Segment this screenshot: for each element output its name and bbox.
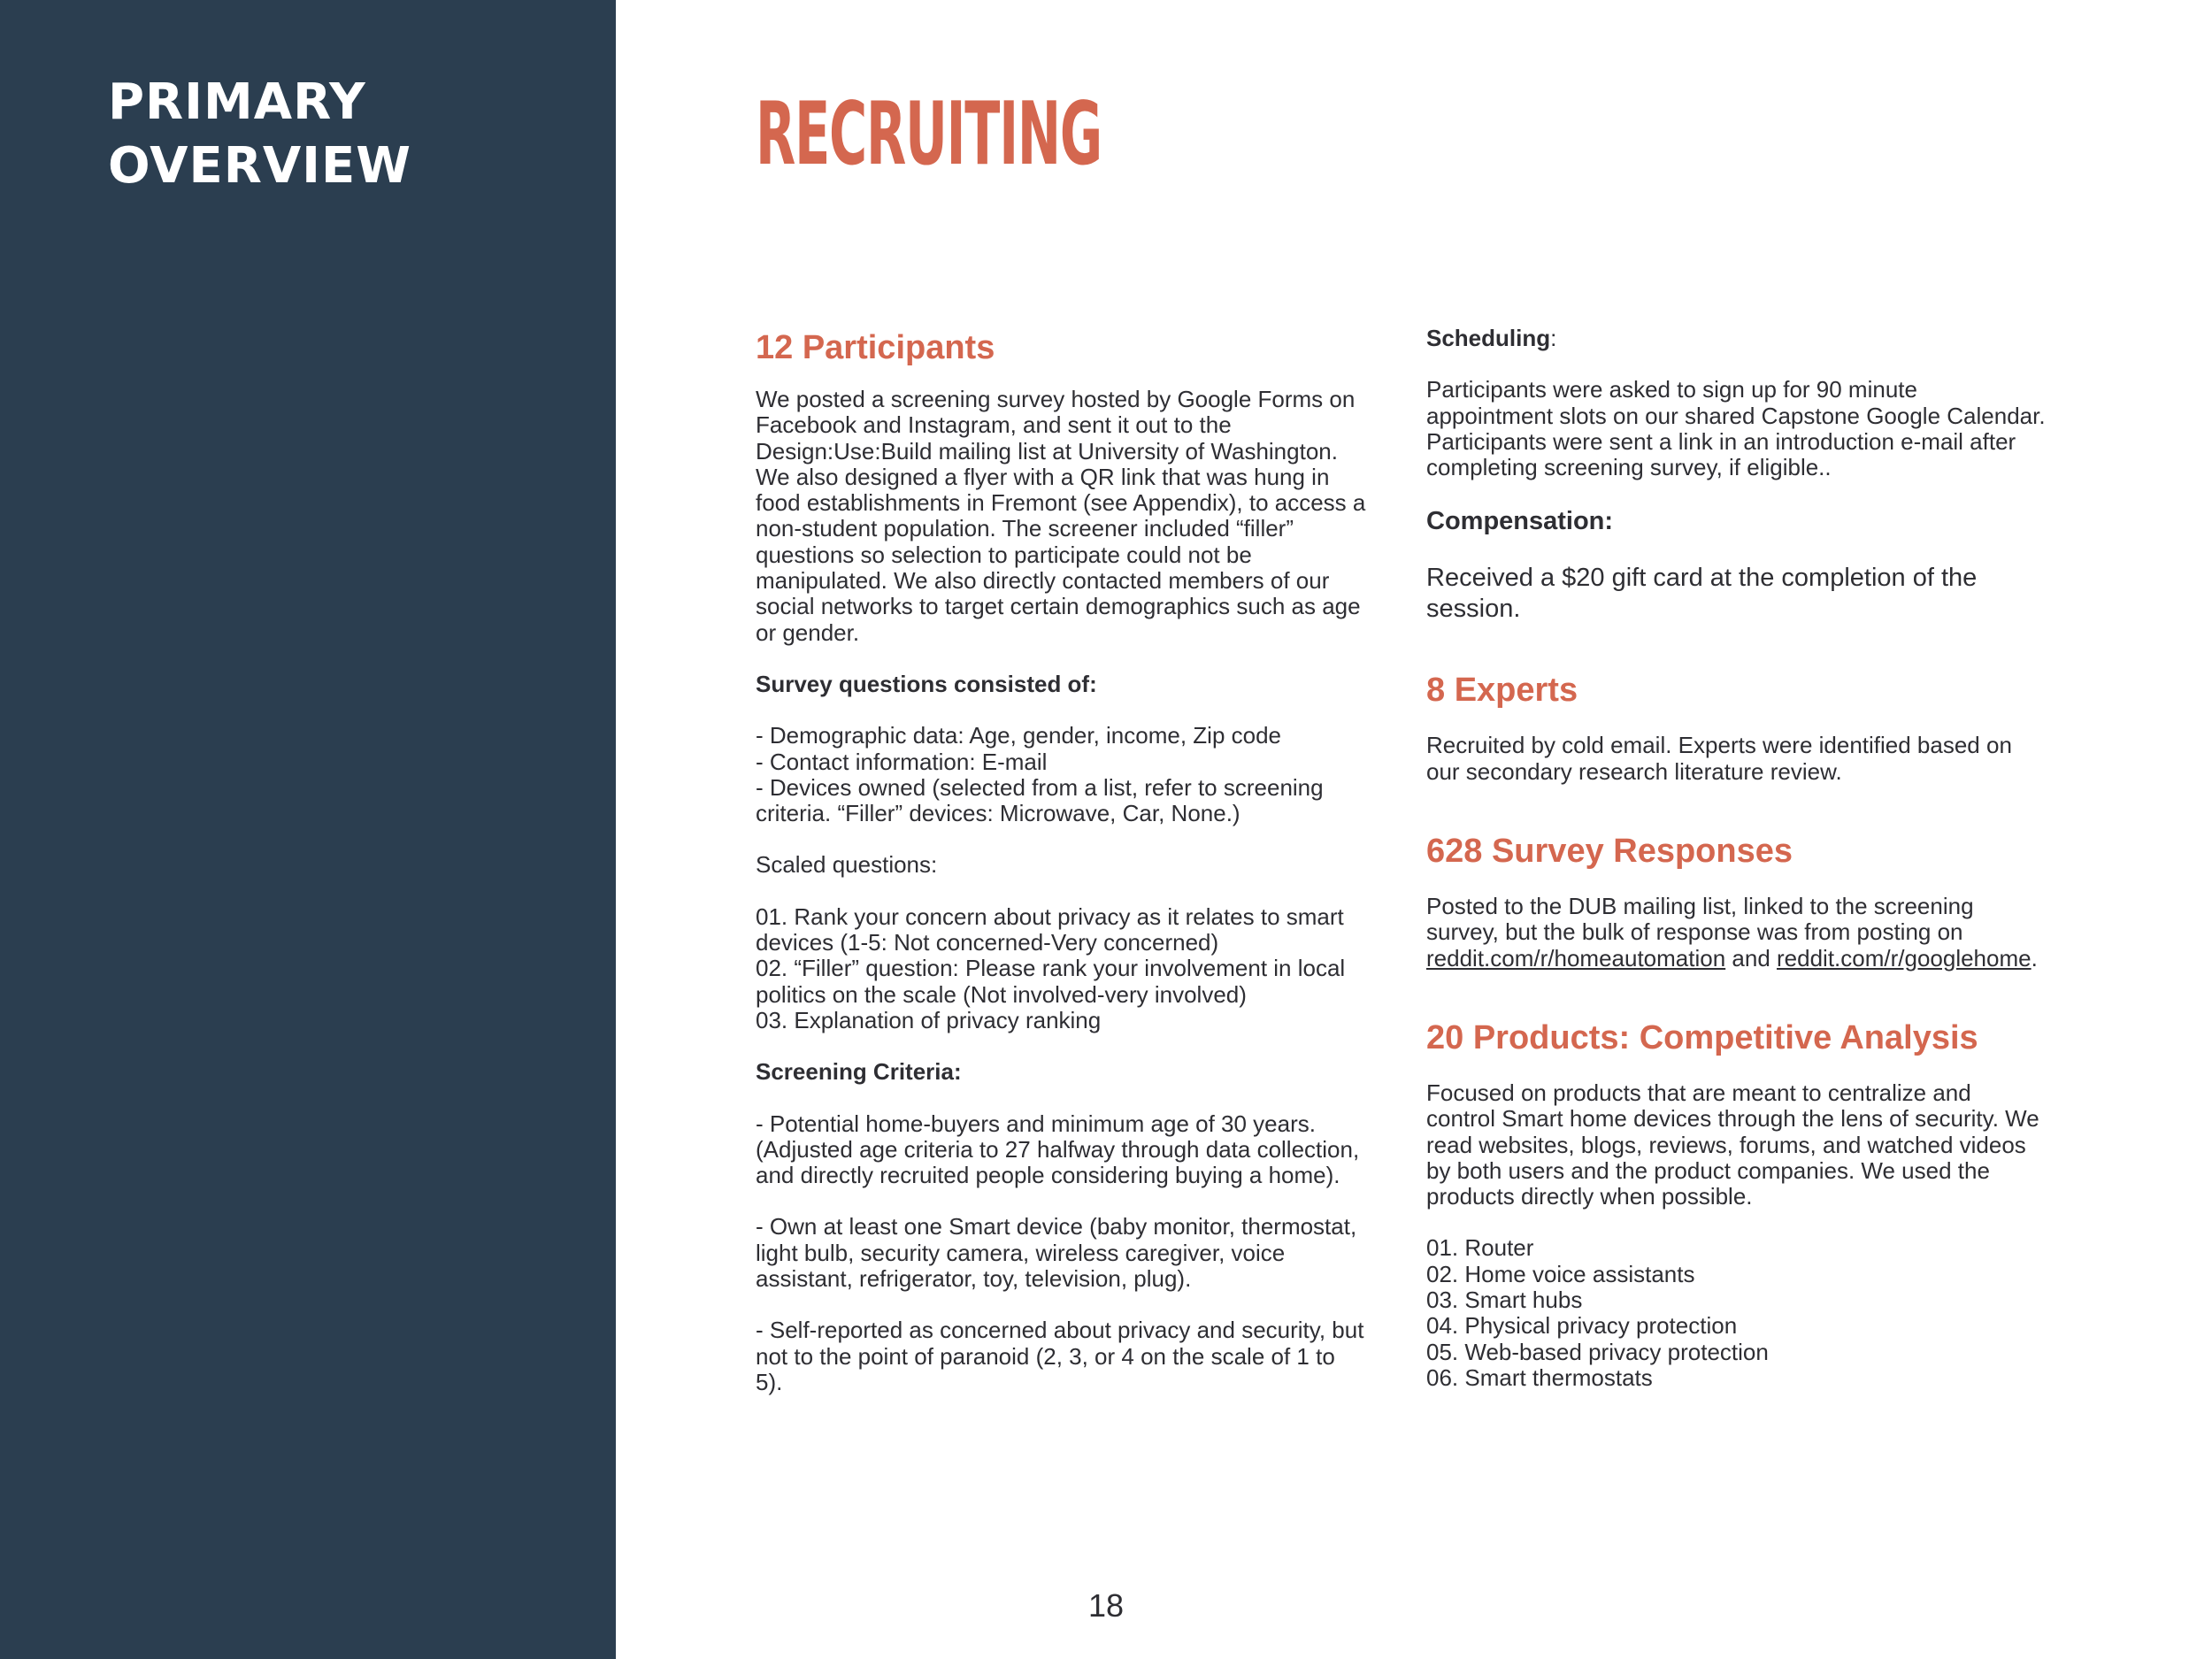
survey-questions-label: Survey questions consisted of: xyxy=(756,670,1097,697)
section-title xyxy=(108,71,411,198)
scheduling-text: Participants were asked to sign up for 90 minute appointment slots on our shared Capstone Google Calendar. Participants were sent a link in an introduction e-mail after completing screening survey, if eligible.. xyxy=(1426,376,2046,481)
products-list xyxy=(1426,1235,2046,1391)
screening-criteria-item: - Own at least one Smart device (baby monitor, thermostat, light bulb, security camera, wireless caregiver, voice assistant, refrigerator, toy, television, plug). xyxy=(756,1213,1357,1293)
survey-responses-heading: 628 Survey Responses xyxy=(1426,833,1793,871)
screening-criteria-item: - Potential home-buyers and minimum age of 30 years. (Adjusted age criteria to 27 halfway through data collection, and directly recruited people considering buying a home). xyxy=(756,1110,1360,1189)
section-title-line-2: OVERVIEW xyxy=(108,137,412,195)
reddit-googlehome-link[interactable]: reddit.com/r/googlehome xyxy=(1777,944,2032,972)
list-item: 05. Web-based privacy protection xyxy=(1426,1338,1769,1365)
scheduling-label: Scheduling xyxy=(1426,325,1551,351)
survey-responses-text-middle: and xyxy=(1725,944,1777,972)
survey-responses-text-start: Posted to the DUB mailing list, linked to the screening survey, but the bulk of response was from posting on xyxy=(1426,893,1974,946)
list-item: 03. Smart hubs xyxy=(1426,1286,1583,1314)
list-item: 01. Rank your concern about privacy as it relates to smart devices (1-5: Not concerned-Very concerned) xyxy=(756,902,1344,956)
page-number: 18 xyxy=(1088,1587,1125,1624)
scheduling-colon: : xyxy=(1550,325,1557,351)
list-item: - Contact information: E-mail xyxy=(756,748,1048,775)
left-column xyxy=(756,327,1366,1395)
list-item: - Demographic data: Age, gender, income, Zip code xyxy=(756,722,1282,749)
experts-text: Recruited by cold email. Experts were identified based on our secondary research literature review. xyxy=(1426,732,2012,785)
sidebar xyxy=(0,0,616,1659)
list-item: 04. Physical privacy protection xyxy=(1426,1312,1738,1340)
list-item: 02. Home voice assistants xyxy=(1426,1260,1695,1287)
survey-responses-text xyxy=(1426,894,2046,972)
section-title-line-1: PRIMARY xyxy=(108,73,366,131)
list-item: 06. Smart thermostats xyxy=(1426,1363,1653,1391)
survey-questions-list xyxy=(756,723,1366,826)
screening-criteria-item: - Self-reported as concerned about privacy and security, but not to the point of paranoid (2, 3, or 4 on the scale of 1 to 5). xyxy=(756,1317,1364,1395)
list-item: 02. “Filler” question: Please rank your involvement in local politics on the scale (Not involved-very involved) xyxy=(756,955,1346,1008)
list-item: 01. Router xyxy=(1426,1234,1534,1262)
products-heading: 20 Products: Competitive Analysis xyxy=(1426,1018,1978,1056)
participants-heading: 12 Participants xyxy=(756,329,995,366)
right-column xyxy=(1426,327,2046,1391)
scheduling-label-line xyxy=(1426,326,2046,351)
experts-heading: 8 Experts xyxy=(1426,672,1578,710)
list-item: - Devices owned (selected from a list, refer to screening criteria. “Filler” devices: Microwave, Car, None.) xyxy=(756,773,1324,827)
survey-responses-text-end: . xyxy=(2031,944,2038,972)
screening-criteria-label: Screening Criteria: xyxy=(756,1058,962,1086)
compensation-label: Compensation: xyxy=(1426,507,1614,536)
participants-intro: We posted a screening survey hosted by Google Forms on Facebook and Instagram, and sent it out to the Design:Use:Build mailing list at University of Washington. We also designed a flyer with a QR link that was hung in food establishments in Fremont (see Appendix), to access a non-student population. The screener included “filler” questions so selection to participate could not be manipulated. We also directly contacted members of our social networks to target certain demographics such as age or gender. xyxy=(756,386,1366,646)
page-heading: RECRUITING xyxy=(756,84,1102,185)
products-text: Focused on products that are meant to centralize and control Smart home devices through the lens of security. We read websites, blogs, reviews, forums, and watched videos by both users and the product companies. We used the products directly when possible. xyxy=(1426,1079,2039,1210)
scaled-questions-label: Scaled questions: xyxy=(756,851,938,879)
compensation-text: Received a $20 gift card at the completion of the session. xyxy=(1426,564,1978,624)
scaled-questions-list xyxy=(756,904,1366,1033)
list-item: 03. Explanation of privacy ranking xyxy=(756,1006,1102,1033)
reddit-homeautomation-link[interactable]: reddit.com/r/homeautomation xyxy=(1426,944,1726,972)
